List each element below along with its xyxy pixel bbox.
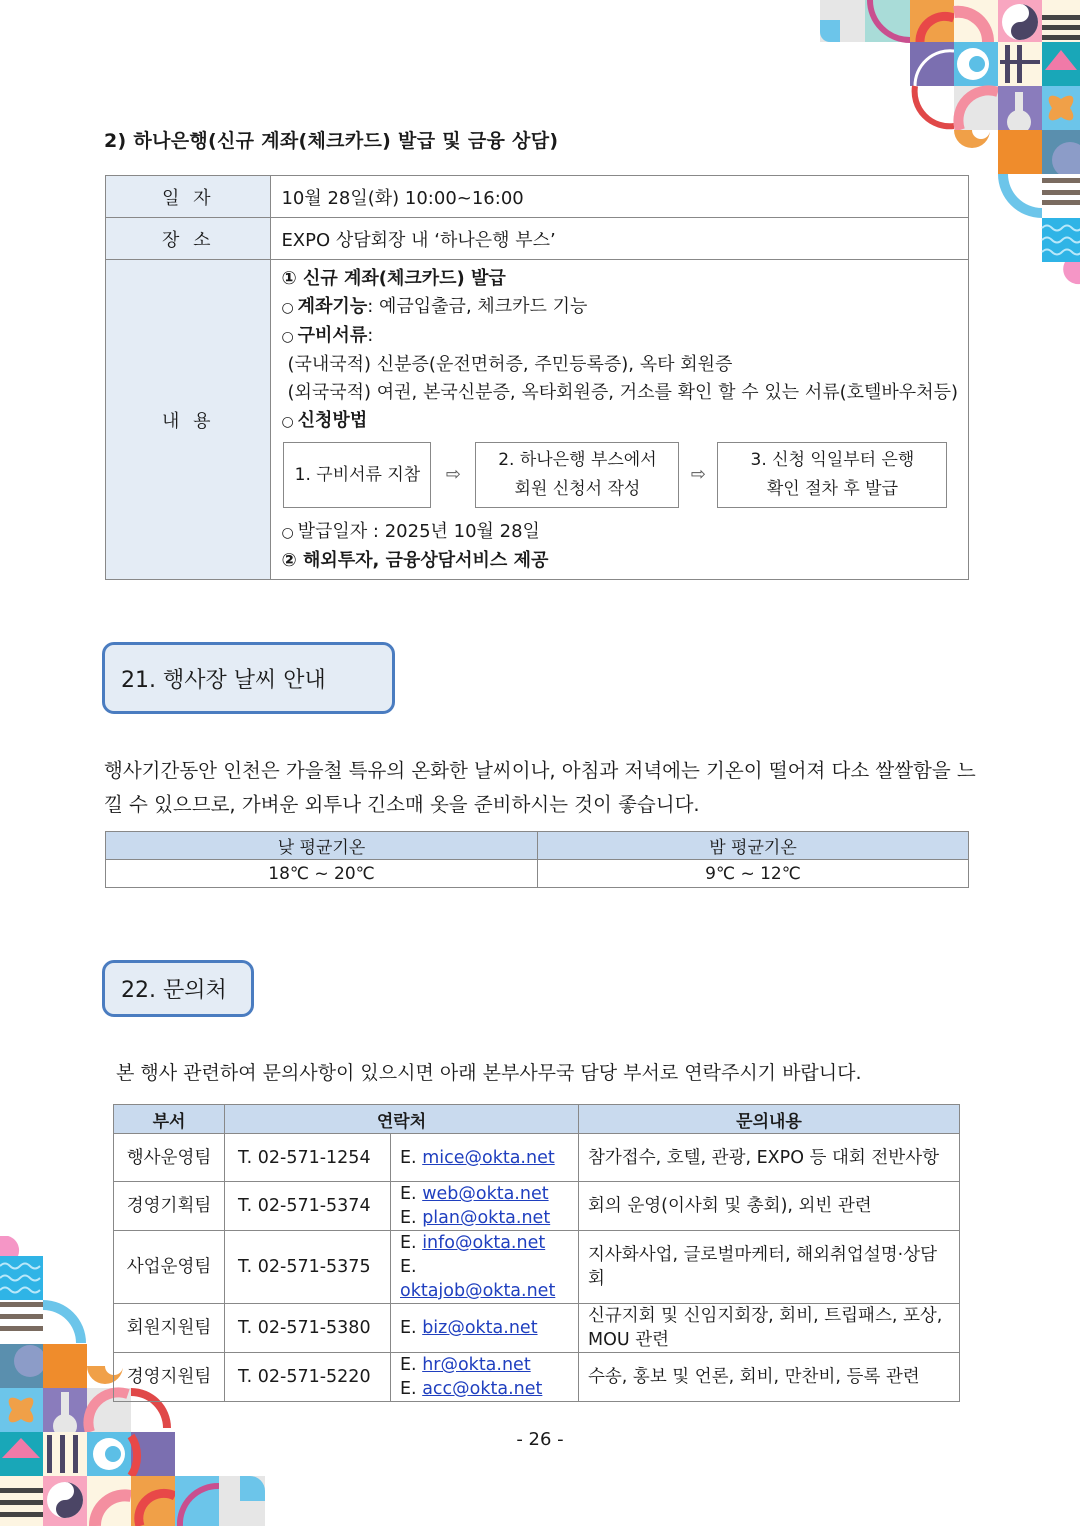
hana-info-table — [105, 175, 969, 580]
dept-cell: 경영지원팀 — [114, 1353, 225, 1402]
table-row — [106, 218, 969, 260]
content-cell — [271, 260, 969, 580]
dept-cell: 회원지원팀 — [114, 1304, 225, 1353]
dept-header: 부서 — [114, 1105, 225, 1134]
table-row — [114, 1182, 960, 1231]
table-header-row — [106, 832, 969, 860]
email-prefix: E. — [400, 1355, 423, 1375]
item1-title: ① 신규 계좌(체크카드) 발급 — [281, 268, 506, 289]
phone-cell: T. 02-571-1254 — [225, 1134, 391, 1182]
account-function-label: 계좌기능 — [297, 296, 368, 317]
account-function-line — [281, 293, 958, 322]
email-link[interactable]: web@okta.net — [422, 1184, 549, 1204]
table-row — [106, 260, 969, 580]
table-row — [114, 1304, 960, 1353]
contact-header: 연락처 — [225, 1105, 579, 1134]
day-temp-header: 낮 평균기온 — [106, 832, 538, 860]
email-link[interactable]: hr@okta.net — [422, 1355, 531, 1375]
contact-table — [113, 1104, 960, 1402]
issue-date: 발급일자 : 2025년 10월 28일 — [297, 521, 540, 542]
email-cell — [391, 1353, 579, 1402]
bullet-icon: ○ — [281, 525, 294, 541]
date-value: 10월 28일(화) 10:00~16:00 — [271, 176, 969, 218]
email-link[interactable]: acc@okta.net — [422, 1379, 543, 1399]
dept-cell: 경영기획팀 — [114, 1182, 225, 1231]
inquiry-cell: 신규지회 및 신임지회장, 회비, 트립패스, 포상, MOU 관련 — [579, 1304, 960, 1353]
email-link[interactable]: plan@okta.net — [422, 1208, 551, 1228]
docs-foreign: (외국국적) 여권, 본국신분증, 옥타회원증, 거소를 확인 할 수 있는 서류(호텔바우처등) — [287, 382, 958, 403]
table-row — [114, 1353, 960, 1402]
bullet-icon: ○ — [281, 300, 294, 316]
phone-cell: T. 02-571-5220 — [225, 1353, 391, 1402]
inquiry-cell: 참가접수, 호텔, 관광, EXPO 등 대회 전반사항 — [579, 1134, 960, 1182]
night-temp-header: 밤 평균기온 — [538, 832, 969, 860]
content-label: 내 용 — [106, 260, 271, 580]
day-temp-value: 18℃ ~ 20℃ — [106, 860, 538, 888]
table-row — [106, 176, 969, 218]
flow-step-2 — [475, 442, 679, 508]
contact-intro: 본 행사 관련하여 문의사항이 있으시면 아래 본부사무국 담당 부서로 연락주시기 바랍니다. — [116, 1062, 862, 1084]
email-prefix: E. — [400, 1257, 417, 1277]
required-docs-value: : — [367, 325, 374, 346]
email-cell — [391, 1231, 579, 1304]
weather-section-title: 21. 행사장 날씨 안내 — [121, 667, 326, 693]
night-temp-value: 9℃ ~ 12℃ — [538, 860, 969, 888]
table-row — [114, 1231, 960, 1304]
table-row — [106, 860, 969, 888]
email-link[interactable]: info@okta.net — [422, 1233, 546, 1253]
inquiry-cell: 회의 운영(이사회 및 총회), 외빈 관련 — [579, 1182, 960, 1231]
email-link[interactable]: biz@okta.net — [422, 1318, 538, 1338]
hana-section-title: 2) 하나은행(신규 계좌(체크카드) 발급 및 금융 상담) — [104, 130, 559, 152]
email-prefix: E. — [400, 1184, 423, 1204]
arrow-right-icon: ⇨ — [690, 464, 706, 485]
application-method-label: 신청방법 — [297, 410, 368, 431]
phone-cell: T. 02-571-5375 — [225, 1231, 391, 1304]
email-cell — [391, 1134, 579, 1182]
table-row — [114, 1134, 960, 1182]
phone-cell: T. 02-571-5374 — [225, 1182, 391, 1231]
flow-step-text: 1. 구비서류 지참 — [294, 464, 421, 485]
email-link[interactable]: mice@okta.net — [422, 1147, 555, 1168]
location-label: 장 소 — [106, 218, 271, 260]
email-prefix: E. — [400, 1318, 423, 1338]
flow-step-text: 확인 절차 후 발급 — [766, 479, 899, 499]
flow-step-text: 회원 신청서 작성 — [514, 479, 641, 499]
page-number: - 26 - — [516, 1429, 564, 1450]
dept-cell: 사업운영팀 — [114, 1231, 225, 1304]
docs-domestic: (국내국적) 신분증(운전면허증, 주민등록증), 옥타 회원증 — [287, 354, 733, 375]
weather-section-header — [102, 642, 395, 714]
contact-section-header — [102, 960, 254, 1017]
arrow-right-icon: ⇨ — [445, 464, 461, 485]
email-cell — [391, 1304, 579, 1353]
dept-cell: 행사운영팀 — [114, 1134, 225, 1182]
weather-table — [105, 831, 969, 888]
email-prefix: E. — [400, 1208, 423, 1228]
contact-section-title: 22. 문의처 — [121, 978, 227, 1003]
required-docs-line — [281, 322, 958, 351]
issue-date-line — [281, 518, 958, 547]
email-prefix: E. — [400, 1379, 423, 1399]
flow-step-1 — [283, 442, 431, 508]
email-link[interactable]: oktajob@okta.net — [400, 1281, 556, 1301]
email-prefix: E. — [400, 1233, 423, 1253]
email-cell — [391, 1182, 579, 1231]
inquiry-header: 문의내용 — [579, 1105, 960, 1134]
application-method-line — [281, 407, 958, 436]
bullet-icon: ○ — [281, 414, 294, 430]
flow-step-text: 2. 하나은행 부스에서 — [498, 450, 657, 470]
item2-title: ② 해외투자, 금융상담서비스 제공 — [281, 550, 549, 571]
required-docs-label: 구비서류 — [297, 325, 368, 346]
account-function-value: : 예금입출금, 체크카드 기능 — [367, 296, 588, 317]
date-label: 일 자 — [106, 176, 271, 218]
flow-step-text: 3. 신청 익일부터 은행 — [750, 450, 915, 470]
application-flow — [283, 442, 958, 508]
phone-cell: T. 02-571-5380 — [225, 1304, 391, 1353]
flow-step-3 — [717, 442, 947, 508]
inquiry-cell: 수송, 홍보 및 언론, 회비, 만찬비, 등록 관련 — [579, 1353, 960, 1402]
inquiry-cell: 지사화사업, 글로벌마케터, 해외취업설명·상담회 — [579, 1231, 960, 1304]
location-value: EXPO 상담회장 내 ‘하나은행 부스’ — [271, 218, 969, 260]
weather-paragraph: 행사기간동안 인천은 가을철 특유의 온화한 날씨이나, 아침과 저녁에는 기온이 떨어져 다소 쌀쌀함을 느낄 수 있으므로, 가벼운 외투나 긴소매 옷을 준비하시는 것이 좋습니다. — [104, 759, 976, 816]
email-prefix: E. — [400, 1147, 423, 1168]
table-header-row — [114, 1105, 960, 1134]
bullet-icon: ○ — [281, 329, 294, 345]
